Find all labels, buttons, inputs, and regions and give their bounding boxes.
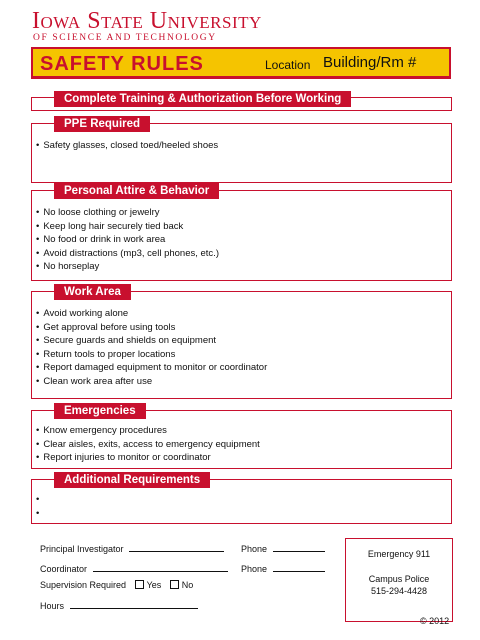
coordinator-phone-row (241, 562, 325, 575)
attire-list (36, 206, 219, 274)
ppe-section-title: PPE Required (54, 116, 150, 132)
list-item: • No horseplay (36, 260, 219, 274)
university-subtitle: OF SCIENCE AND TECHNOLOGY (33, 33, 217, 43)
hours-label: Hours (40, 601, 65, 611)
list-item: • Report injuries to monitor or coordinator (36, 451, 260, 465)
list-item (36, 507, 43, 521)
attire-section-title: Personal Attire & Behavior (54, 183, 219, 199)
supervision-no-checkbox[interactable] (170, 580, 179, 589)
list-item: • Clean work area after use (36, 375, 267, 389)
list-item: • No food or drink in work area (36, 233, 219, 247)
campus-police-phone: 515-294-4428 (370, 586, 428, 596)
coordinator-label: Coordinator (40, 564, 88, 574)
coordinator-phone-label: Phone (241, 564, 268, 574)
work-area-list (36, 307, 267, 388)
hours-input[interactable] (70, 599, 198, 609)
list-item: • Avoid distractions (mp3, cell phones, etc.) (36, 247, 219, 261)
supervision-no-label: No (181, 580, 194, 590)
list-item: • No loose clothing or jewelry (36, 206, 219, 220)
coordinator-input[interactable] (93, 562, 228, 572)
work-area-section-title: Work Area (54, 284, 131, 300)
location-value: Building/Rm # (323, 54, 417, 71)
emergencies-list (36, 424, 260, 465)
list-item: • Report damaged equipment to monitor or coordinator (36, 361, 267, 375)
supervision-label: Supervision Required (40, 580, 127, 590)
list-item: • Secure guards and shields on equipment (36, 334, 267, 348)
pi-phone-row (241, 542, 325, 555)
pi-phone-input[interactable] (273, 542, 325, 552)
list-item: • Get approval before using tools (36, 321, 267, 335)
list-item: • Return tools to proper locations (36, 348, 267, 362)
campus-police-label: Campus Police (368, 574, 430, 584)
hours-row (40, 599, 198, 612)
supervision-row (40, 580, 193, 591)
emergencies-section-title: Emergencies (54, 403, 146, 419)
list-item: • Keep long hair securely tied back (36, 220, 219, 234)
list-item: • Clear aisles, exits, access to emergency equipment (36, 438, 260, 452)
page-title: SAFETY RULES (40, 53, 204, 75)
coordinator-phone-input[interactable] (273, 562, 325, 572)
title-bar (31, 47, 451, 79)
pi-phone-label: Phone (241, 544, 268, 554)
list-item (36, 493, 43, 507)
training-banner: Complete Training & Authorization Before Working (54, 91, 351, 107)
coordinator-row (40, 562, 228, 575)
list-item: • Safety glasses, closed toed/heeled shoes (36, 139, 218, 153)
ppe-list (36, 139, 218, 153)
additional-list (36, 493, 43, 520)
pi-input[interactable] (129, 542, 224, 552)
university-name: Iowa State University (32, 8, 262, 34)
additional-section-title: Additional Requirements (54, 472, 210, 488)
pi-label: Principal Investigator (40, 544, 124, 554)
ppe-section-box (31, 123, 452, 183)
copyright: © 2012 (420, 616, 450, 626)
list-item: • Know emergency procedures (36, 424, 260, 438)
list-item: • Avoid working alone (36, 307, 267, 321)
supervision-yes-label: Yes (146, 580, 162, 590)
pi-row (40, 542, 224, 555)
emergency-number: Emergency 911 (367, 549, 431, 559)
title-underline (31, 76, 451, 79)
supervision-yes-checkbox[interactable] (135, 580, 144, 589)
location-label: Location (265, 58, 311, 72)
